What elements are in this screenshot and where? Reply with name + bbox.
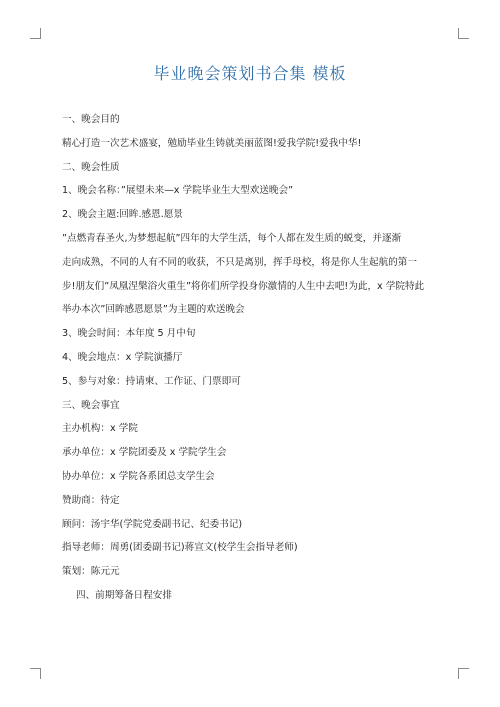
body-line: 2、晚会主题:回眸.感恩.愿景 <box>62 209 183 221</box>
body-line: 协办单位：x 学院各系团总支学生会 <box>62 470 215 482</box>
body-line: 赞助商：待定 <box>62 494 120 506</box>
corner-mark-bottom-right <box>458 668 469 679</box>
body-line: 5、参与对象：持请柬、工作证、门票即可 <box>62 375 241 387</box>
body-line: 顾问：汤宇华(学院党委副书记、纪委书记) <box>62 518 243 530</box>
paragraph-line: ”点燃青春圣火,为梦想起航”四年的大学生活，每个人都在发生质的蜕变，并逐渐 <box>62 232 402 244</box>
section-heading-nature: 二、晚会性质 <box>62 161 120 173</box>
corner-mark-top-left <box>30 28 41 39</box>
paragraph-line: 步!朋友们”凤凰涅槃浴火重生”将你们所学投身你激情的人生中去吧!为此，x 学院特此 <box>62 280 425 292</box>
body-line: 4、晚会地点：x 学院演播厅 <box>62 351 183 363</box>
document-body <box>62 108 450 608</box>
paragraph-line: 举办本次”回眸感恩愿景”为主题的欢送晚会 <box>62 304 245 316</box>
body-line: 主办机构：x 学院 <box>62 423 138 435</box>
document-title: 毕业晚会策划书合集 模板 <box>153 64 347 83</box>
body-line: 策划：陈元元 <box>62 566 120 578</box>
section-heading-purpose: 一、晚会目的 <box>62 114 120 125</box>
body-line: 精心打造一次艺术盛宴，勉励毕业生铸就美丽蓝图!爱我学院!爱我中华! <box>62 137 362 149</box>
paragraph-line: 走向成熟，不同的人有不同的收获，不只是离别，挥手母校，将是你人生起航的第一 <box>62 256 417 268</box>
corner-mark-top-right <box>458 28 469 39</box>
body-line: 3、晚会时间：本年度 5 月中旬 <box>62 328 196 340</box>
corner-mark-bottom-left <box>30 668 41 679</box>
section-heading-schedule: 四、前期筹备日程安排 <box>76 589 172 601</box>
body-line: 指导老师：周勇(团委副书记)蒋宣文(校学生会指导老师) <box>62 542 298 554</box>
body-line: 1、晚会名称：”展望未来—x 学院毕业生大型欢送晚会” <box>62 185 294 197</box>
body-line: 承办单位：x 学院团委及 x 学院学生会 <box>62 447 227 459</box>
section-heading-affairs: 三、晚会事宜 <box>62 399 120 411</box>
